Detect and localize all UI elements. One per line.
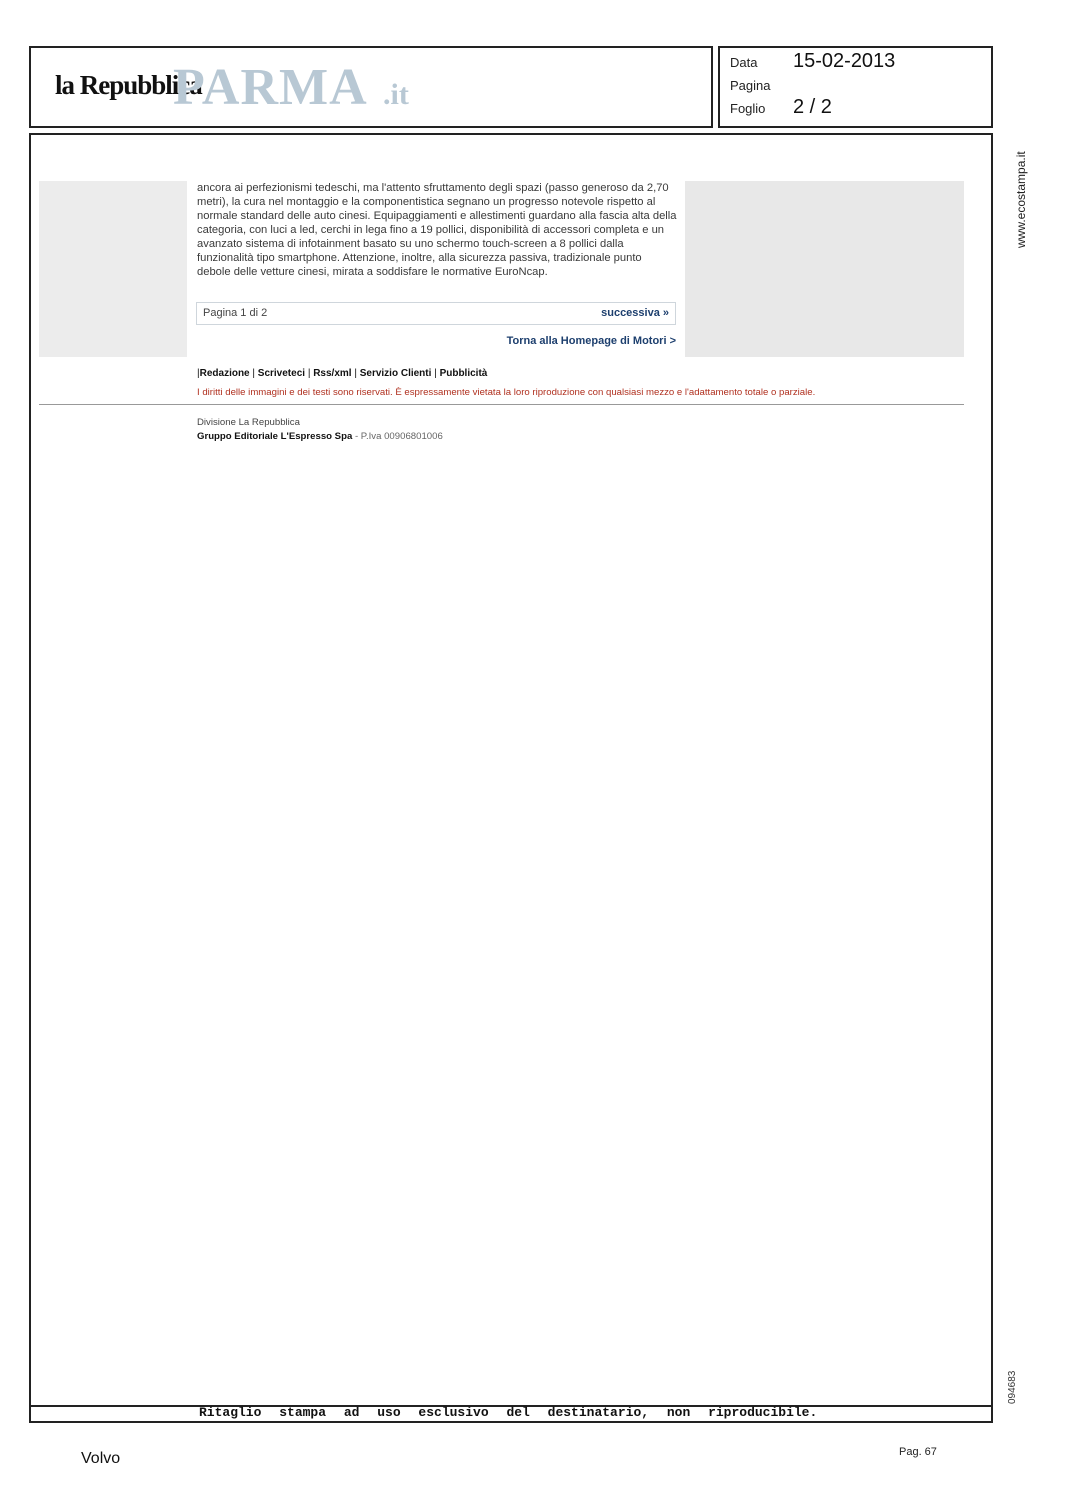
publisher-line xyxy=(197,431,443,442)
side-url-text: www.ecostampa.it xyxy=(1014,151,1028,248)
logo-repubblica: la Repubblica xyxy=(55,70,202,100)
next-page-link[interactable]: successiva » xyxy=(601,307,669,319)
nav-pubblicita[interactable]: Pubblicità xyxy=(439,368,488,379)
page-number: Pag. 67 xyxy=(899,1446,937,1458)
left-column-placeholder xyxy=(39,181,187,357)
side-code xyxy=(995,1368,1018,1404)
publisher-vat: - P.Iva 00906801006 xyxy=(352,431,443,442)
nav-servizio-clienti[interactable]: Servizio Clienti xyxy=(359,368,432,379)
article-body: ancora ai perfezionismi tedeschi, ma l'attento sfruttamento degli spazi (passo generoso da 2,70 metri), la cura nel montaggio e la componentistica segnano un progresso notevole rispetto al normale standard delle auto cinesi. Equipaggiamenti e allestimenti guardano alla fascia alta della categoria, con luci a led, cerchi in lega fino a 19 pollici, disponibilità di accessori completa e un avanzato sistema di infotainment basato su uno schermo touch-screen a 8 pollici dalla funzionalità tipo smartphone. Attenzione, inoltre, alla sicurezza passiva, tradizionale punto debole delle vetture cinesi, mirata a soddisfare le normative EuroNcap. xyxy=(197,182,677,278)
rights-notice: I diritti delle immagini e dei testi sono riservati. È espressamente vietata la loro riproduzione con qualsiasi mezzo e l'adattamento totale o parziale. xyxy=(197,387,816,398)
data-value: 15-02-2013 xyxy=(793,50,896,72)
side-url xyxy=(1000,148,1028,248)
masthead-box xyxy=(29,46,713,128)
nav-rss[interactable]: Rss/xml xyxy=(313,368,352,379)
nav-redazione[interactable]: Redazione xyxy=(199,368,250,379)
publisher-name: Gruppo Editoriale L'Espresso Spa xyxy=(197,431,353,442)
data-label: Data xyxy=(730,55,758,70)
logo-it: .it xyxy=(383,78,409,111)
foglio-label: Foglio xyxy=(730,101,766,116)
footer-divider xyxy=(39,404,964,405)
pagination-bar xyxy=(196,302,676,325)
brand-label: Volvo xyxy=(81,1450,121,1467)
logo-parma: PARMA xyxy=(173,59,368,116)
pagination-label: Pagina 1 di 2 xyxy=(203,307,268,319)
foglio-value: 2 / 2 xyxy=(793,96,832,118)
nav-scriveteci[interactable]: Scriveteci xyxy=(257,368,306,379)
pagina-label: Pagina xyxy=(730,78,771,93)
division-label: Divisione La Repubblica xyxy=(197,417,300,428)
right-column-placeholder xyxy=(685,181,964,357)
footer-nav: |Redazione | Scriveteci | Rss/xml | Servizio Clienti | Pubblicità xyxy=(197,368,488,379)
side-code-text: 094683 xyxy=(1007,1370,1018,1404)
homepage-motori-link[interactable]: Torna alla Homepage di Motori > xyxy=(506,335,676,347)
meta-box xyxy=(718,46,993,128)
clipping-notice: Ritaglio stampa ad uso esclusivo del destinatario, non riproducibile. xyxy=(199,1405,818,1420)
